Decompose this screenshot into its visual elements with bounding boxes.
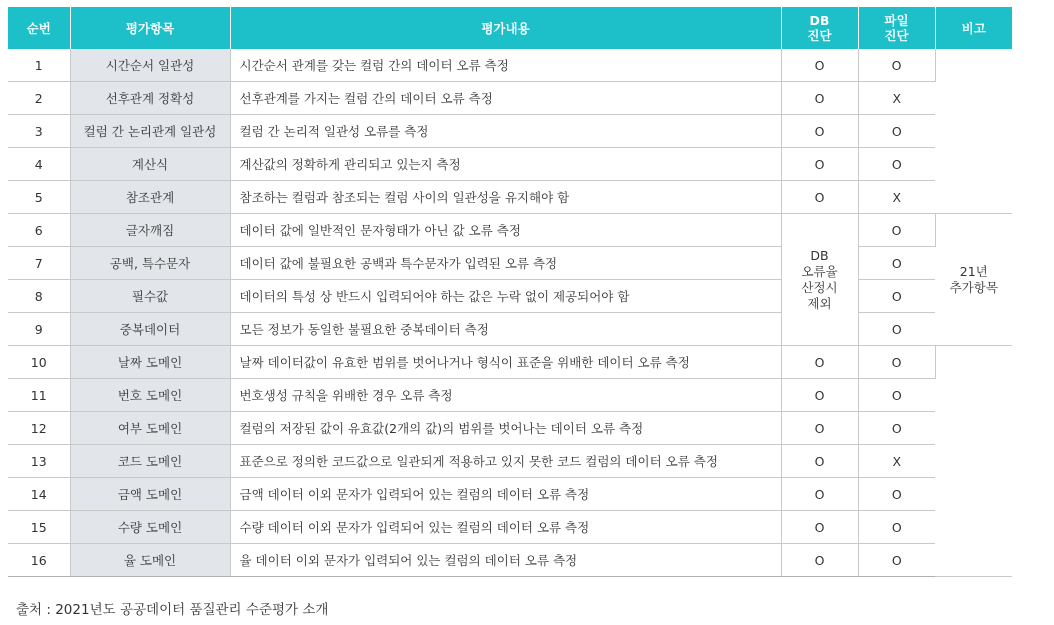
cell-file: X	[858, 82, 935, 115]
cell-db: O	[781, 412, 858, 445]
cell-content: 데이터 값에 일반적인 문자형태가 아닌 값 오류 측정	[230, 214, 781, 247]
cell-item: 시간순서 일관성	[70, 49, 230, 82]
header-item: 평가항목	[70, 7, 230, 49]
cell-item: 필수값	[70, 280, 230, 313]
table-row	[8, 511, 1012, 544]
cell-content: 선후관계를 가지는 컬럼 간의 데이터 오류 측정	[230, 82, 781, 115]
table-header-row	[8, 7, 1012, 49]
header-no: 순번	[8, 7, 70, 49]
cell-file: O	[858, 148, 935, 181]
table-row	[8, 49, 1012, 82]
cell-item: 날짜 도메인	[70, 346, 230, 379]
cell-content: 수량 데이터 이외 문자가 입력되어 있는 컬럼의 데이터 오류 측정	[230, 511, 781, 544]
table-row	[8, 346, 1012, 379]
cell-item: 번호 도메인	[70, 379, 230, 412]
cell-db: O	[781, 346, 858, 379]
cell-db: O	[781, 544, 858, 577]
cell-content: 데이터 값에 불필요한 공백과 특수문자가 입력된 오류 측정	[230, 247, 781, 280]
cell-file: O	[858, 346, 935, 379]
cell-remark-merged: 21년 추가항목	[935, 214, 1012, 346]
cell-file: O	[858, 247, 935, 280]
cell-content: 모든 정보가 동일한 불필요한 중복데이터 측정	[230, 313, 781, 346]
cell-item: 수량 도메인	[70, 511, 230, 544]
cell-content: 번호생성 규칙을 위배한 경우 오류 측정	[230, 379, 781, 412]
cell-item: 율 도메인	[70, 544, 230, 577]
cell-content: 계산값의 정확하게 관리되고 있는지 측정	[230, 148, 781, 181]
cell-file: O	[858, 115, 935, 148]
table-row	[8, 544, 1012, 577]
cell-no: 8	[8, 280, 70, 313]
cell-file: O	[858, 478, 935, 511]
header-content: 평가내용	[230, 7, 781, 49]
cell-no: 15	[8, 511, 70, 544]
cell-no: 16	[8, 544, 70, 577]
header-note: 비고	[935, 7, 1012, 49]
table-row	[8, 280, 1012, 313]
cell-item: 중복데이터	[70, 313, 230, 346]
table-row	[8, 82, 1012, 115]
cell-no: 5	[8, 181, 70, 214]
cell-item: 코드 도메인	[70, 445, 230, 478]
cell-db: O	[781, 148, 858, 181]
cell-file: O	[858, 313, 935, 346]
cell-file: O	[858, 49, 935, 82]
cell-db: O	[781, 181, 858, 214]
cell-file: O	[858, 412, 935, 445]
evaluation-table	[8, 7, 1012, 577]
cell-no: 4	[8, 148, 70, 181]
cell-note	[935, 49, 1012, 214]
cell-item: 계산식	[70, 148, 230, 181]
cell-db: O	[781, 379, 858, 412]
cell-db: O	[781, 82, 858, 115]
cell-no: 11	[8, 379, 70, 412]
table-row	[8, 478, 1012, 511]
source-caption: 출처 : 2021년도 공공데이터 품질관리 수준평가 소개	[16, 602, 329, 618]
table-row	[8, 247, 1012, 280]
cell-file: O	[858, 379, 935, 412]
cell-content: 데이터의 특성 상 반드시 입력되어야 하는 값은 누락 없이 제공되어야 함	[230, 280, 781, 313]
cell-db: O	[781, 49, 858, 82]
cell-item: 컬럼 간 논리관계 일관성	[70, 115, 230, 148]
header-file: 파일 진단	[858, 7, 935, 49]
cell-no: 12	[8, 412, 70, 445]
cell-item: 글자깨짐	[70, 214, 230, 247]
cell-file: O	[858, 214, 935, 247]
header-db: DB 진단	[781, 7, 858, 49]
cell-item: 참조관계	[70, 181, 230, 214]
cell-no: 7	[8, 247, 70, 280]
cell-no: 10	[8, 346, 70, 379]
cell-item: 여부 도메인	[70, 412, 230, 445]
cell-content: 시간순서 관계를 갖는 컬럼 간의 데이터 오류 측정	[230, 49, 781, 82]
cell-file: O	[858, 280, 935, 313]
cell-file: X	[858, 445, 935, 478]
cell-content: 율 데이터 이외 문자가 입력되어 있는 컬럼의 데이터 오류 측정	[230, 544, 781, 577]
cell-content: 컬럼의 저장된 값이 유효값(2개의 값)의 범위를 벗어나는 데이터 오류 측정	[230, 412, 781, 445]
cell-db-merged-note: DB 오류율 산정시 제외	[781, 214, 858, 346]
cell-item: 금액 도메인	[70, 478, 230, 511]
cell-no: 2	[8, 82, 70, 115]
table-row	[8, 148, 1012, 181]
table-row	[8, 445, 1012, 478]
cell-content: 참조하는 컬럼과 참조되는 컬럼 사이의 일관성을 유지해야 함	[230, 181, 781, 214]
cell-file: X	[858, 181, 935, 214]
cell-no: 13	[8, 445, 70, 478]
cell-item: 공백, 특수문자	[70, 247, 230, 280]
cell-note	[935, 346, 1012, 577]
cell-content: 컬럼 간 논리적 일관성 오류를 측정	[230, 115, 781, 148]
table-row	[8, 412, 1012, 445]
cell-content: 날짜 데이터값이 유효한 범위를 벗어나거나 형식이 표준을 위배한 데이터 오류 측정	[230, 346, 781, 379]
table-row	[8, 115, 1012, 148]
cell-file: O	[858, 544, 935, 577]
cell-no: 9	[8, 313, 70, 346]
cell-no: 3	[8, 115, 70, 148]
cell-db: O	[781, 511, 858, 544]
cell-file: O	[858, 511, 935, 544]
table-row	[8, 214, 1012, 247]
table-row	[8, 379, 1012, 412]
cell-no: 14	[8, 478, 70, 511]
cell-content: 금액 데이터 이외 문자가 입력되어 있는 컬럼의 데이터 오류 측정	[230, 478, 781, 511]
cell-content: 표준으로 정의한 코드값으로 일관되게 적용하고 있지 못한 코드 컬럼의 데이터 오류 측정	[230, 445, 781, 478]
cell-db: O	[781, 115, 858, 148]
cell-item: 선후관계 정확성	[70, 82, 230, 115]
table-row	[8, 181, 1012, 214]
table-row	[8, 313, 1012, 346]
cell-no: 6	[8, 214, 70, 247]
cell-db: O	[781, 445, 858, 478]
cell-no: 1	[8, 49, 70, 82]
cell-db: O	[781, 478, 858, 511]
